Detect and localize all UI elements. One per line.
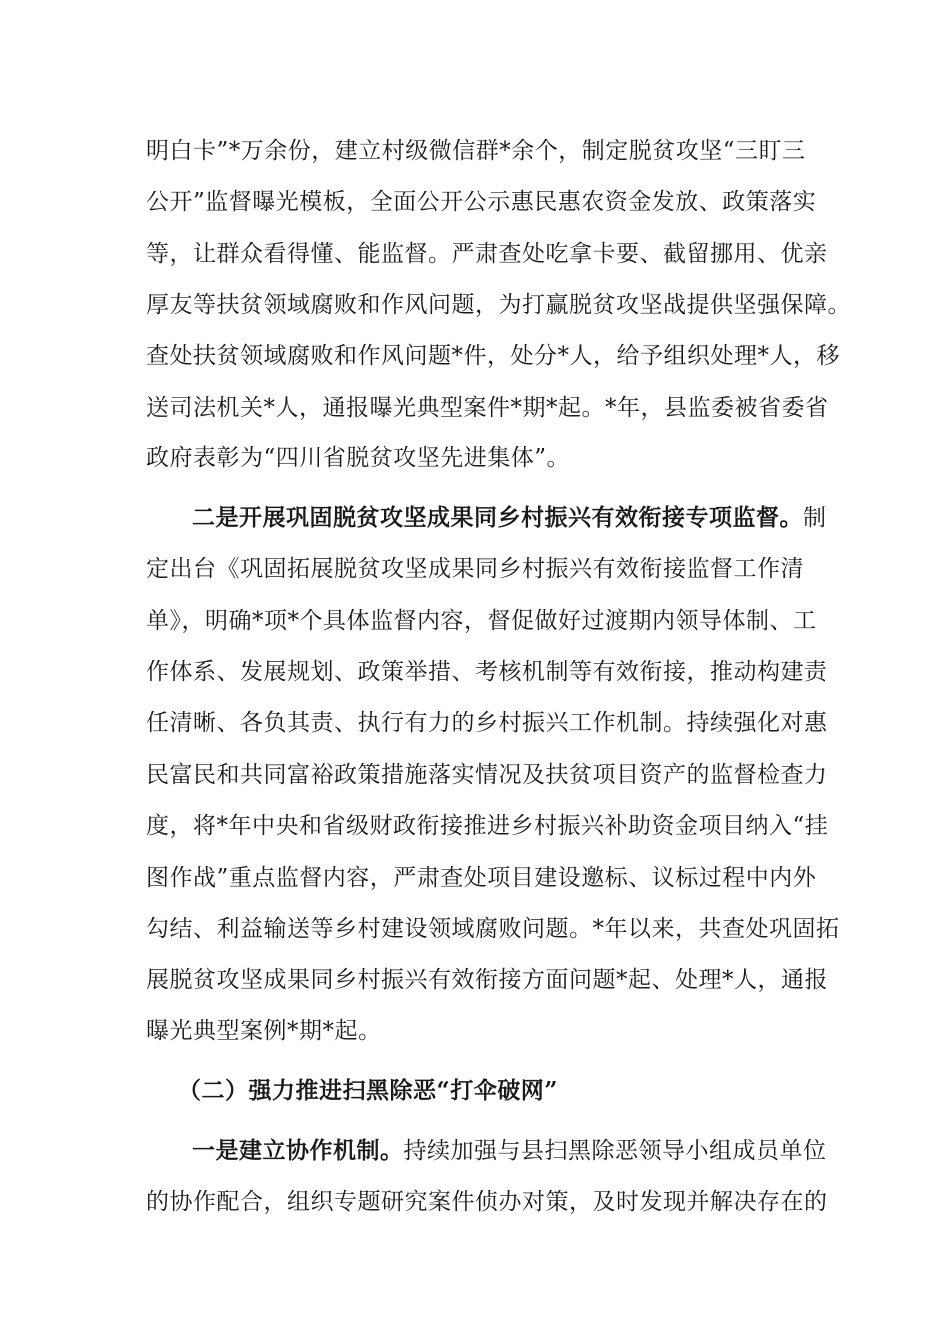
paragraph-lead-text: 制	[803, 505, 827, 531]
paragraph-line: 等，让群众看得懂、能监督。严肃查处吃拿卡要、截留挪用、优亲	[146, 241, 828, 267]
paragraph-lead-text: 持续加强与县扫黑除恶领导小组成员单位	[403, 1138, 827, 1164]
paragraph-lead-heading: 一是建立协作机制。	[192, 1137, 404, 1164]
paragraph-line: 度，将*年中央和省级财政衔接推进乡村振兴补助资金项目纳入“挂	[146, 813, 829, 839]
paragraph-line: 厚友等扶贫领域腐败和作风问题，为打赢脱贫攻坚战提供坚强保障。	[146, 292, 851, 318]
paragraph-lead-line	[192, 503, 827, 533]
paragraph-line: 曝光典型案例*期*起。	[146, 1018, 382, 1044]
paragraph-line: 任清晰、各负其责、执行有力的乡村振兴工作机制。持续强化对惠	[146, 710, 828, 736]
paragraph-lead-heading: 二是开展巩固脱贫攻坚成果同乡村振兴有效衔接专项监督。	[192, 504, 803, 531]
paragraph-line: 民富民和共同富裕政策措施落实情况及扶贫项目资产的监督检查力	[146, 762, 828, 788]
paragraph-line: 勾结、利益输送等乡村建设领域腐败问题。*年以来，共查处巩固拓	[146, 916, 840, 942]
paragraph-line: 单》，明确*项*个具体监督内容，督促做好过渡期内领导体制、工	[146, 608, 817, 634]
paragraph-line: 图作战”重点监督内容，严肃查处项目建设邀标、议标过程中内外	[146, 865, 817, 891]
section-heading: （二）强力推进扫黑除恶“打伞破网”	[178, 1077, 558, 1104]
paragraph-line: 的协作配合，组织专题研究案件侦办对策，及时发现并解决存在的	[146, 1189, 828, 1215]
paragraph-line: 定出台《巩固拓展脱贫攻坚成果同乡村振兴有效衔接监督工作清	[146, 556, 804, 582]
paragraph-line: 公开”监督曝光模板，全面公开公示惠民惠农资金发放、政策落实	[146, 189, 817, 215]
paragraph-line: 政府表彰为“四川省脱贫攻坚先进集体”。	[146, 445, 571, 471]
paragraph-line: 送司法机关*人，通报曝光典型案件*期*起。*年，县监委被省委省	[146, 395, 829, 421]
paragraph-line: 明白卡”*万余份，建立村级微信群*余个，制定脱贫攻坚“三盯三	[146, 138, 806, 164]
paragraph-line: 查处扶贫领域腐败和作风问题*件，处分*人，给予组织处理*人，移	[146, 343, 840, 369]
paragraph-line: 展脱贫攻坚成果同乡村振兴有效衔接方面问题*起、处理*人，通报	[146, 967, 828, 993]
paragraph-lead-line	[192, 1136, 827, 1166]
paragraph-line: 作体系、发展规划、政策举措、考核机制等有效衔接，推动构建责	[146, 659, 828, 685]
